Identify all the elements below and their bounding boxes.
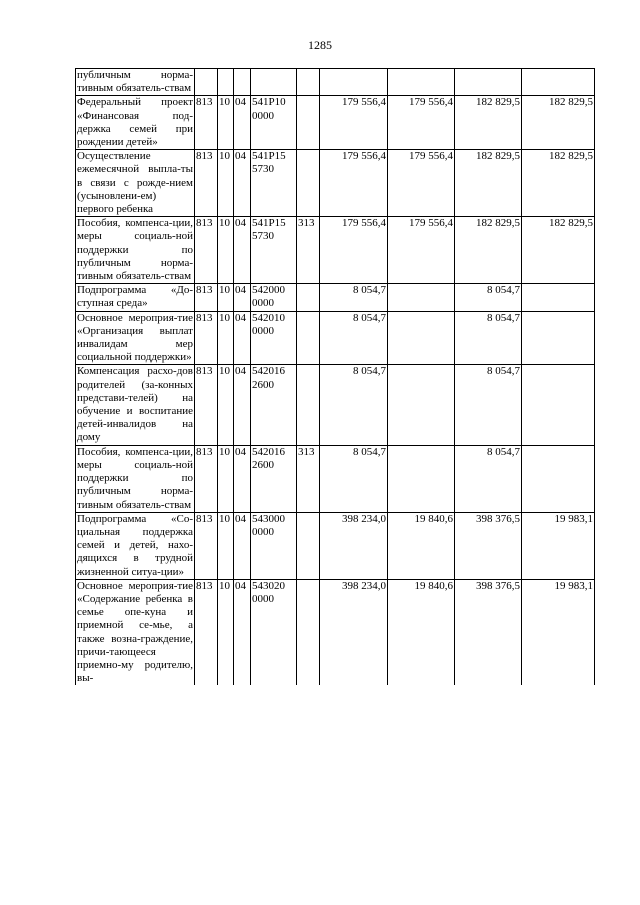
table-row (76, 512, 595, 579)
section-code-cell: 10 (218, 217, 234, 284)
row-name-cell: Пособия, компенса-ции, меры социаль-ной поддержки по публичным норма-тивным обязатель-ствам (77, 217, 193, 283)
amount-2-cell (388, 69, 455, 96)
row-name-cell: Основное мероприя-тие «Содержание ребенка в семье опе-куна и приемной се-мье, а также возна-граждение, причи-тающееся приемно-му родителю, вы- (77, 579, 193, 685)
amount-1-cell: 8 054,7 (320, 445, 388, 512)
expense-type-cell (297, 579, 320, 685)
subsection-code-cell: 04 (234, 284, 251, 311)
ministry-code-cell: 813 (195, 217, 218, 284)
budget-table (75, 68, 595, 685)
amount-1-cell: 179 556,4 (320, 150, 388, 217)
section-code-cell: 10 (218, 579, 234, 685)
table-row (76, 365, 595, 445)
target-article-cell: 543020 0000 (251, 579, 297, 685)
amount-1-cell: 179 556,4 (320, 217, 388, 284)
subsection-code-cell: 04 (234, 512, 251, 579)
amount-4-cell (522, 365, 595, 445)
amount-4-cell: 182 829,5 (522, 150, 595, 217)
subsection-code-cell: 04 (234, 579, 251, 685)
table-row (76, 579, 595, 685)
amount-3-cell: 8 054,7 (455, 284, 522, 311)
expense-type-cell (297, 284, 320, 311)
amount-2-cell: 179 556,4 (388, 96, 455, 150)
subsection-code-cell: 04 (234, 445, 251, 512)
subsection-code-cell (234, 69, 251, 96)
row-name-cell: Осуществление ежемесячной выпла-ты в связи с рожде-нием (усыновлени-ем) первого ребенка (77, 150, 193, 216)
target-article-cell: 542016 2600 (251, 365, 297, 445)
amount-2-cell (388, 311, 455, 365)
amount-1-cell: 8 054,7 (320, 311, 388, 365)
amount-3-cell: 182 829,5 (455, 217, 522, 284)
ministry-code-cell: 813 (195, 365, 218, 445)
amount-2-cell: 19 840,6 (388, 579, 455, 685)
subsection-code-cell: 04 (234, 150, 251, 217)
section-code-cell (218, 69, 234, 96)
table-row (76, 217, 595, 284)
amount-2-cell: 179 556,4 (388, 217, 455, 284)
section-code-cell: 10 (218, 96, 234, 150)
table-body (76, 69, 595, 686)
ministry-code-cell: 813 (195, 284, 218, 311)
section-code-cell: 10 (218, 512, 234, 579)
row-name-cell: Компенсация расхо-дов родителей (за-конных представи-телей) на обучение и воспитание детей-инвалидов на дому (77, 365, 193, 444)
table-row (76, 445, 595, 512)
target-article-cell: 542000 0000 (251, 284, 297, 311)
expense-type-cell: 313 (297, 445, 320, 512)
amount-3-cell (455, 69, 522, 96)
ministry-code-cell: 813 (195, 311, 218, 365)
amount-3-cell: 182 829,5 (455, 96, 522, 150)
target-article-cell: 541P15 5730 (251, 150, 297, 217)
ministry-code-cell: 813 (195, 150, 218, 217)
subsection-code-cell: 04 (234, 217, 251, 284)
amount-3-cell: 8 054,7 (455, 365, 522, 445)
table-row (76, 311, 595, 365)
subsection-code-cell: 04 (234, 96, 251, 150)
section-code-cell: 10 (218, 311, 234, 365)
expense-type-cell (297, 512, 320, 579)
amount-4-cell (522, 311, 595, 365)
amount-3-cell: 398 376,5 (455, 579, 522, 685)
amount-2-cell (388, 445, 455, 512)
amount-4-cell (522, 284, 595, 311)
amount-3-cell: 8 054,7 (455, 445, 522, 512)
expense-type-cell (297, 365, 320, 445)
amount-2-cell: 19 840,6 (388, 512, 455, 579)
amount-2-cell (388, 284, 455, 311)
amount-1-cell: 179 556,4 (320, 96, 388, 150)
target-article-cell: 543000 0000 (251, 512, 297, 579)
target-article-cell (251, 69, 297, 96)
amount-4-cell (522, 445, 595, 512)
expense-type-cell: 313 (297, 217, 320, 284)
table-row (76, 96, 595, 150)
ministry-code-cell: 813 (195, 445, 218, 512)
subsection-code-cell: 04 (234, 311, 251, 365)
table-row (76, 284, 595, 311)
section-code-cell: 10 (218, 365, 234, 445)
ministry-code-cell: 813 (195, 579, 218, 685)
target-article-cell: 541P10 0000 (251, 96, 297, 150)
target-article-cell: 541P15 5730 (251, 217, 297, 284)
amount-3-cell: 182 829,5 (455, 150, 522, 217)
expense-type-cell (297, 150, 320, 217)
amount-1-cell (320, 69, 388, 96)
target-article-cell: 542010 0000 (251, 311, 297, 365)
amount-1-cell: 8 054,7 (320, 284, 388, 311)
row-name-cell: Федеральный проект «Финансовая под-держка семей при рождении детей» (77, 96, 193, 149)
section-code-cell: 10 (218, 445, 234, 512)
section-code-cell: 10 (218, 150, 234, 217)
amount-3-cell: 8 054,7 (455, 311, 522, 365)
table-row (76, 150, 595, 217)
row-name-cell: Пособия, компенса-ции, меры социаль-ной поддержки по публичным норма-тивным обязатель-ствам (77, 445, 193, 511)
section-code-cell: 10 (218, 284, 234, 311)
ministry-code-cell (195, 69, 218, 96)
row-name-cell: Подпрограмма «Со-циальная поддержка семей и детей, нахо-дящихся в трудной жизненной ситуа-ции» (77, 512, 193, 578)
row-name-cell: Основное мероприя-тие «Организация выплат инвалидам мер социальной поддержки» (77, 311, 193, 364)
expense-type-cell (297, 311, 320, 365)
amount-4-cell: 182 829,5 (522, 217, 595, 284)
amount-2-cell: 179 556,4 (388, 150, 455, 217)
amount-1-cell: 398 234,0 (320, 512, 388, 579)
expense-type-cell (297, 69, 320, 96)
ministry-code-cell: 813 (195, 512, 218, 579)
amount-1-cell: 8 054,7 (320, 365, 388, 445)
amount-3-cell: 398 376,5 (455, 512, 522, 579)
amount-4-cell: 182 829,5 (522, 96, 595, 150)
amount-4-cell: 19 983,1 (522, 579, 595, 685)
amount-2-cell (388, 365, 455, 445)
expense-type-cell (297, 96, 320, 150)
row-name-cell: публичным норма-тивным обязатель-ствам (77, 69, 193, 95)
ministry-code-cell: 813 (195, 96, 218, 150)
target-article-cell: 542016 2600 (251, 445, 297, 512)
subsection-code-cell: 04 (234, 365, 251, 445)
amount-4-cell (522, 69, 595, 96)
table-row (76, 69, 595, 96)
row-name-cell: Подпрограмма «До-ступная среда» (77, 284, 193, 310)
amount-1-cell: 398 234,0 (320, 579, 388, 685)
amount-4-cell: 19 983,1 (522, 512, 595, 579)
page-number: 1285 (308, 38, 332, 52)
